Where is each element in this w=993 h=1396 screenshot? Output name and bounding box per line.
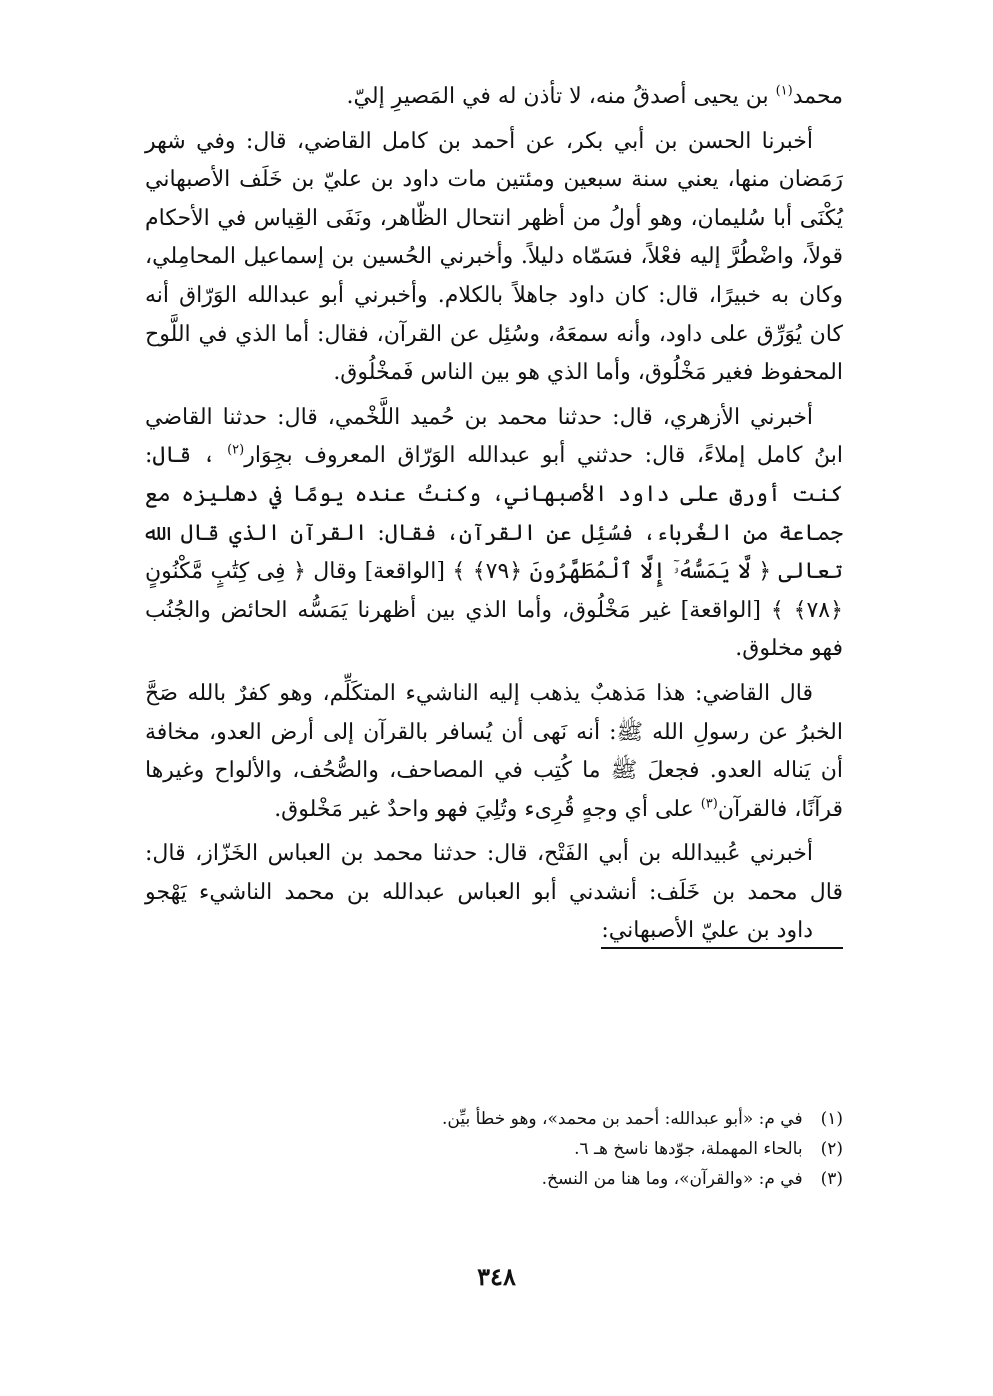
paragraph-text: على أي وجهٍ قُرِىء وتُلِيَ فهو واحدٌ غير مَخْلوق. — [274, 796, 701, 822]
footnote-text: في م: «والقرآن»، وما هنا من النسخ. — [541, 1169, 803, 1189]
paragraph-text: أخبرني الأزهري، قال: حدثنا محمد بن حُميد اللَّخْمي، قال: حدثنا القاضي ابنُ كامل إملاءً، قال: حدثني أبو عبدالله الوَرّاق المعروف بجِوَار — [145, 404, 844, 469]
paragraph-5 — [145, 835, 843, 951]
paragraph-2: أخبرنا الحسن بن أبي بكر، عن أحمد بن كامل القاضي، قال: وفي شهر رَمَضان منها، يعني سنة سبعين ومئتين مات داود بن عليّ بن خَلَف الأصبهاني يُكْنَى أبا سُليمان، وهو أولُ من أظهر انتحال الظّاهر، ونَفَى القِياس في الأحكام قولاً، واضْطُرَّ إليه فعْلاً، فسَمّاه دليلاً. وأخبرني الحُسين بن إسماعيل المحامِلي، وكان به خبيرًا، قال: كان داود جاهلاً بالكلام. وأخبرني أبو عبدالله الوَرّاق أنه كان يُوَرِّق على داود، وأنه سمعَهُ، وسُئِل عن القرآن، فقال: أما الذي في اللَّوح المحفوظ فغير مَخْلُوق، وأما الذي هو بين الناس فَمخْلُوق. — [145, 128, 843, 386]
closing-line: داود بن عليّ الأصبهاني: — [601, 915, 843, 949]
footnotes — [143, 1104, 843, 1194]
paragraph-1 — [145, 78, 843, 117]
footnote-ref: (٢) — [227, 443, 245, 459]
body-text — [145, 78, 843, 951]
paragraph-text: قال القاضي: هذا مَذهبٌ يذهب إليه الناشيء المتكَلِّم، وهو كفرٌ بالله صَحَّ الخبرُ عن رسولِ الله ﷺ: أنه نَهى أن يُسافر بالقرآن إلى أرض العدو، مخافة أن يَناله العدو. فجعلَ ﷺ ما كُتِب في المصاحف، والصُّحُف، والألواح وغيرها قرآنًا، فالقرآن — [145, 680, 843, 822]
paragraph-text: أخبرني عُبيدالله بن أبي الفَتْح، قال: حدثنا محمد بن العباس الخَزّاز، قال: قال محمد بن خَلَف: أنشدني أبو العباس عبدالله بن محمد الناشيء يَهْجو — [145, 841, 843, 905]
footnote-text: في م: «أبو عبدالله: أحمد بن محمد»، وهو خطأ بيِّن. — [442, 1109, 803, 1129]
footnote-2 — [143, 1134, 843, 1164]
footnote-ref: (٣) — [700, 796, 718, 812]
footnote-number: (٣) — [820, 1169, 843, 1189]
paragraph-4 — [145, 675, 843, 829]
paragraph-text: ، قال: كنت أورق على داود الأصبهاني، وكنتُ عنده يومًا في دهليزه مع جماعة من الغُرباء، فسُئِل عن القرآن، فقال: القرآن الذي قال الله تعالى ﴿ لَّا يَمَسُّهُۥٓ إِلَّا ٱلْمُطَهَّرُونَ ﴿٧٩﴾ ﴾ [الواقعة] وقال ﴿ فِى كِتَٰبٍ مَّكْنُونٍ ﴿٧٨﴾ ﴾ [الواقعة] غير مَخْلُوق، وأما الذي بين أظهرنا يَمَسُّه الحائض والجُنُب فهو مخلوق. — [145, 443, 843, 662]
paragraph-3 — [145, 399, 843, 669]
footnote-1 — [143, 1104, 843, 1134]
paragraph-text: محمد — [792, 84, 843, 109]
footnote-number: (٢) — [820, 1139, 843, 1159]
footnote-number: (١) — [820, 1109, 843, 1129]
page-number: ٣٤٨ — [477, 1262, 516, 1291]
footnote-3 — [143, 1164, 843, 1194]
footnote-ref: (١) — [775, 83, 793, 99]
footnote-text: بالحاء المهملة، جوّدها ناسخ هـ ٦. — [574, 1139, 803, 1159]
paragraph-text: بن يحيى أصدقُ منه، لا تأذن له في المَصيرِ إليّ. — [346, 84, 776, 109]
